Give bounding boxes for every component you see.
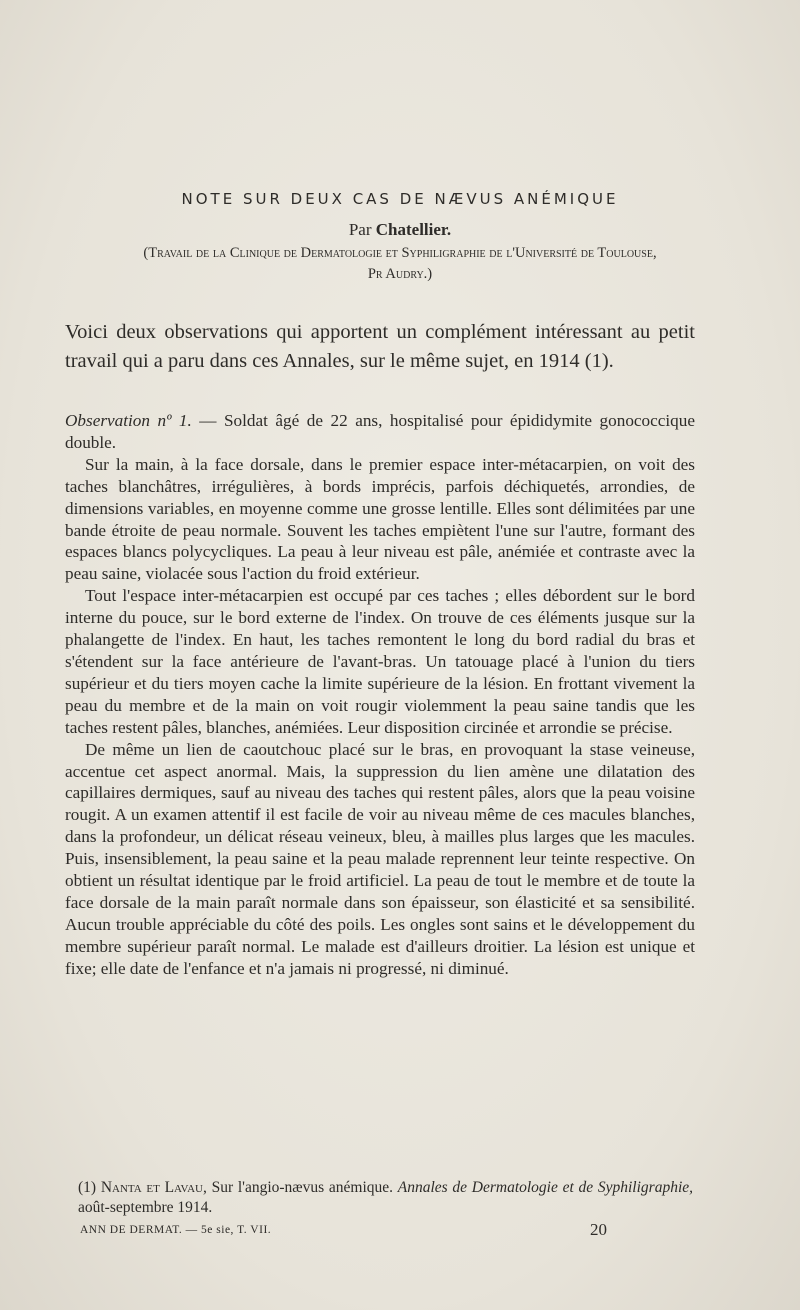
body-paragraph-2: Tout l'espace inter-métacarpien est occupé par ces taches ; elles débordent sur le bord interne du pouce, sur le bord externe de l'index. On trouve de ces éléments jusque sur la phalangette de l'index. En haut, les taches remontent le long du bord radial du bras et s'étendent sur la face antérieure de l'avant-bras. Un tatouage placé à l'union du tiers supérieur et du tiers moyen cache la limite supérieure de la lésion. En frottant vivement la peau du membre et de la main on voit rougir violemment la peau saine tandis que les taches restent pâles, blanches, anémiées. Leur disposition circinée et arrondie se précise.: [65, 586, 695, 737]
footnote-marker: (1): [78, 1179, 97, 1196]
footnote-authors: Nanta et Lavau,: [100, 1179, 207, 1196]
author-line: [0, 220, 800, 240]
body-paragraph-1: Sur la main, à la face dorsale, dans le premier espace inter-métacarpien, on voit des taches blanchâtres, irrégulières, à bords imprécis, parfois déchiquetés, arrondies, de dimensions variables, en moyenne comme une grosse lentille. Elles sont délimitées par une bande étroite de peau normale. Souvent les taches empiètent l'une sur l'autre, formant des espaces blancs polycycliques. La peau à leur niveau est pâle, anémiée et contraste avec la peau saine, violacée sous l'action du froid extérieur.: [65, 454, 695, 584]
footnote-article: Sur l'angio-nævus anémique.: [206, 1179, 398, 1196]
affiliation: [70, 243, 730, 285]
observation-label: Observation nº 1.: [65, 411, 192, 430]
footnote: [78, 1178, 693, 1218]
body-paragraph-3: De même un lien de caoutchouc placé sur le bras, en provoquant la stase veineuse, accentue cet aspect anormal. Mais, la suppression du lien amène une dilatation des capillaires dermiques, sauf au niveau des taches qui restent pâles, alors que la peau voisine rougit. A un examen attentif il est facile de voir au niveau même de ces macules blanches, dans la profondeur, un délicat réseau veineux, bleu, à mailles plus larges que les macules. Puis, insensiblement, la peau saine et la peau malade reprennent leur teinte respective. On obtient un résultat identique par le froid artificiel. La peau de tout le membre et de toute la face dorsale de la main paraît normale dans son épaisseur, son élasticité et sa sensibilité. Aucun trouble appréciable du côté des poils. Les ongles sont sains et le développement du membre supérieur paraît normal. Le malade est d'ailleurs droitier. La lésion est unique et fixe; elle date de l'enfance et n'a jamais ni progressé, ni diminué.: [65, 739, 695, 978]
article-body: [65, 410, 695, 980]
affiliation-line-1: (Travail de la Clinique de Dermatologie et Syphiligraphie de l'Université de Toulouse,: [143, 245, 657, 261]
footnote-date: août-septembre 1914.: [78, 1199, 213, 1216]
author-name: Chatellier.: [375, 220, 452, 239]
article-title: NOTE SUR DEUX CAS DE NÆVUS ANÉMIQUE: [181, 190, 619, 208]
intro-paragraph: Voici deux observations qui apportent un complément intéressant au petit travail qui a paru dans ces Annales, sur le même sujet, en 1914 (1).: [65, 321, 695, 372]
page-number: 20: [590, 1220, 607, 1239]
running-footer: ANN DE DERMAT. — 5e sie, T. VII.: [80, 1224, 272, 1236]
affiliation-line-2: Pr Audry.): [367, 266, 433, 282]
author-prefix: Par: [348, 220, 372, 239]
footnote-journal: Annales de Dermatologie et de Syphiligraphie,: [397, 1179, 694, 1196]
observation-paragraph: [65, 410, 695, 454]
observation-lead: — Soldat âgé de 22 ans, hospitalisé pour épididymite gonococcique double.: [65, 411, 695, 452]
